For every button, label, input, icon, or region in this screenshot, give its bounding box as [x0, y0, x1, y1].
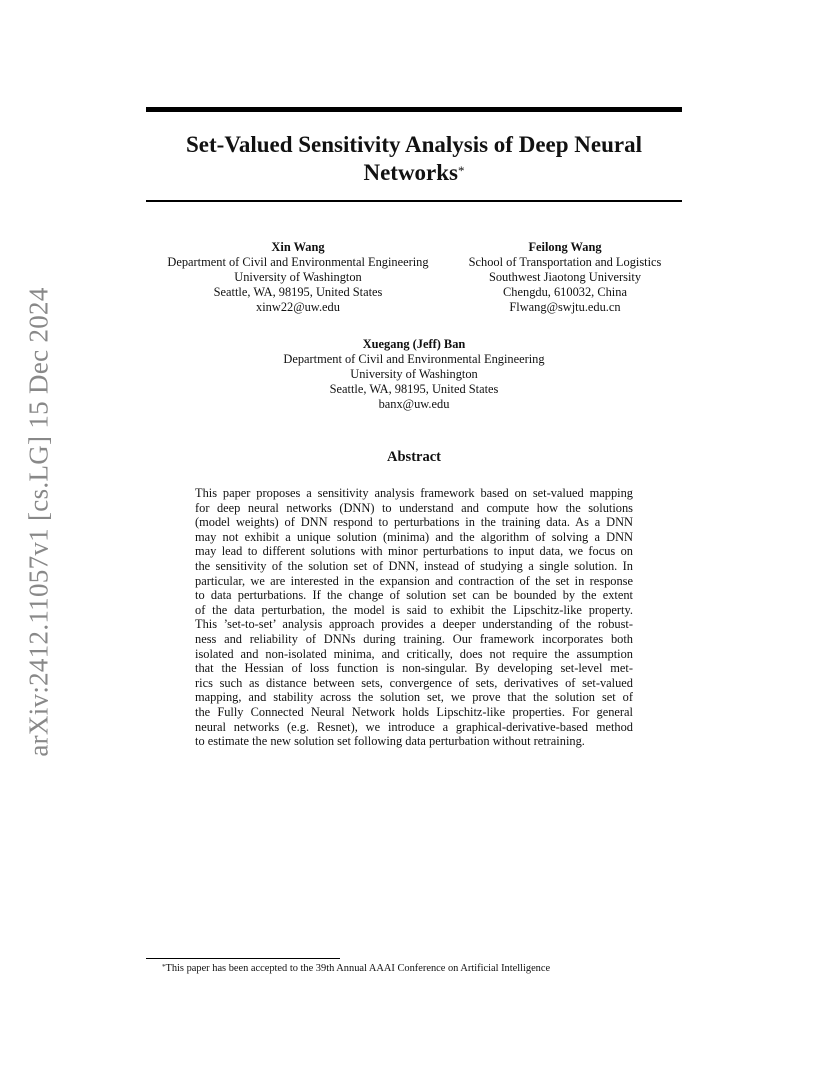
- abstract-line: ness and reliability of DNNs during training. Our framework incorporates both: [195, 631, 633, 646]
- author-department: Department of Civil and Environmental Engineering: [167, 255, 429, 269]
- author-institution: University of Washington: [234, 270, 362, 284]
- abstract-line: may lead to different solutions with minor perturbations to input data, we focus on: [195, 544, 633, 559]
- author-email[interactable]: banx@uw.edu: [378, 397, 450, 411]
- footnote-rule: [146, 958, 340, 959]
- footnote-marker: *: [162, 963, 166, 971]
- title-line-1: Set-Valued Sensitivity Analysis of Deep Neural: [186, 132, 642, 157]
- author-email[interactable]: xinw22@uw.edu: [256, 300, 340, 314]
- abstract-line: neural networks (e.g. Resnet), we introduce a graphical-derivative-based method: [195, 719, 633, 734]
- author-block-1: [152, 240, 444, 315]
- author-block-3: [244, 337, 584, 412]
- author-block-2: [452, 240, 678, 315]
- arxiv-side-stamp: arXiv:2412.11057v1 [cs.LG] 15 Dec 2024: [23, 287, 54, 757]
- abstract-line: rics such as distance between sets, convergence of sets, derivatives of set-valued: [195, 675, 633, 690]
- abstract-line: of the data perturbation, the model is said to exhibit the Lipschitz-like property.: [195, 602, 633, 617]
- footnote: [162, 962, 550, 975]
- abstract-line: This ’set-to-set’ analysis approach provides a deeper understanding of the robust-: [195, 617, 633, 632]
- author-name: Feilong Wang: [528, 240, 602, 254]
- abstract-line: (model weights) of DNN respond to perturbations in the training data. As a DNN: [195, 515, 633, 530]
- abstract-line: the sensitivity of the solution set of DNN, instead of studying a single solution. In: [195, 558, 633, 573]
- abstract-line: that the Hessian of loss function is non-singular. By developing set-level met-: [195, 661, 633, 676]
- abstract-line: This paper proposes a sensitivity analysis framework based on set-valued mapping: [195, 486, 633, 500]
- title-top-rule: [146, 107, 682, 112]
- title-bottom-rule: [146, 200, 682, 202]
- abstract-line: may not exhibit a unique solution (minima) and the algorithm of solving a DNN: [195, 529, 633, 544]
- footnote-text: This paper has been accepted to the 39th Annual AAAI Conference on Artificial Intelligence: [165, 963, 551, 974]
- abstract-line: particular, we are interested in the expansion and contraction of the set in response: [195, 573, 633, 588]
- title-footnote-marker: *: [458, 163, 465, 178]
- abstract-line: mapping, and stability across the solution set, we prove that the solution set of: [195, 690, 633, 705]
- author-email[interactable]: Flwang@swjtu.edu.cn: [509, 300, 621, 314]
- author-address: Chengdu, 610032, China: [503, 285, 627, 299]
- abstract-line: the Fully Connected Neural Network holds Lipschitz-like properties. For general: [195, 704, 633, 719]
- author-address: Seattle, WA, 98195, United States: [213, 285, 383, 299]
- abstract-line: to data perturbations. If the change of solution set can be bounded by the extent: [195, 588, 633, 603]
- author-name: Xin Wang: [271, 240, 325, 254]
- abstract-heading: Abstract: [387, 449, 441, 465]
- author-department: Department of Civil and Environmental Engineering: [283, 352, 545, 366]
- paper-title: [146, 131, 682, 187]
- abstract-line: for deep neural networks (DNN) to understand and compute how the solutions: [195, 500, 633, 515]
- author-institution: Southwest Jiaotong University: [488, 270, 642, 284]
- author-address: Seattle, WA, 98195, United States: [329, 382, 499, 396]
- author-name: Xuegang (Jeff) Ban: [362, 337, 466, 351]
- author-department: School of Transportation and Logistics: [468, 255, 662, 269]
- abstract-line: isolated and non-isolated minima, and critically, does not require the assumption: [195, 646, 633, 661]
- abstract-line: to estimate the new solution set following data perturbation without retraining.: [195, 734, 585, 749]
- abstract-body: [195, 486, 633, 749]
- author-institution: University of Washington: [350, 367, 478, 381]
- title-line-2: Networks: [363, 160, 459, 185]
